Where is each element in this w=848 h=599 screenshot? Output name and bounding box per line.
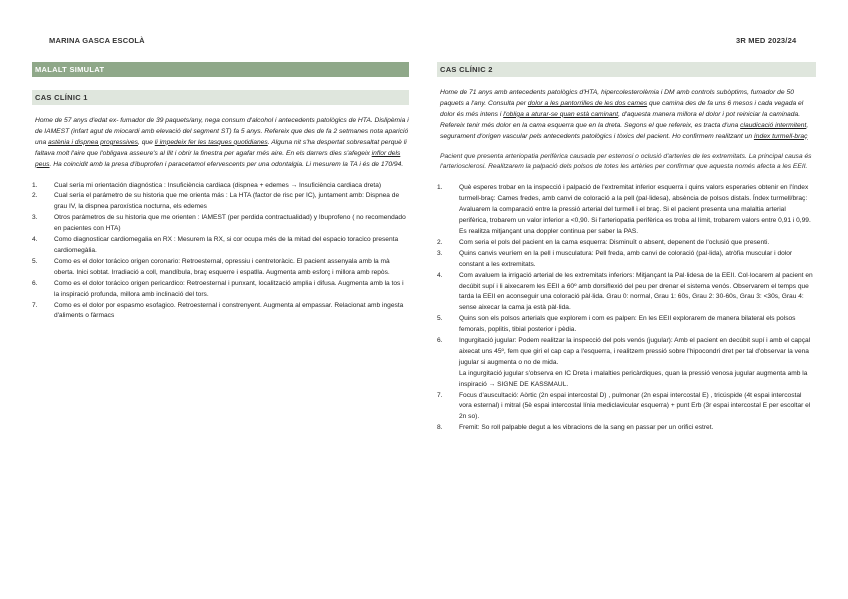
case-1-questions xyxy=(32,181,409,323)
list-item: 3. Quins canvis veuríem en la pell i musculatura: Pell freda, amb canvi de coloració (pal·lida), atròfia muscular i dolor constant a les extremitats. xyxy=(437,249,793,268)
list-item: 8. Fremit: So roll palpable degut a les vibracions de la sang en passar per un orifici estret. xyxy=(437,424,714,432)
course-label: 3R MED 2023/24 xyxy=(736,36,797,45)
list-item: 2. Cual sería el parámetro de su historia que me orienta más : La HTA (factor de risc per IC), juntament amb: Dispnea de grau IV, la dispnea paroxística nocturna, els edemes xyxy=(32,192,400,211)
list-item: 6. Como es el dolor torácico origen pericardico: Retroesternal i punxant, localització amplia i difusa. Augmenta amb la tos i la inspiració profunda, millora amb inclinació del tors. xyxy=(32,279,404,298)
case-2-intro: Home de 71 anys amb antecedents patològics d'HTA, hipercolesterolèmia i DM amb controls subòptims, fumador de 50 paquets a l'any. Consulta per dolor a les pantorrilles de les dos cames que camina des de fa uns 6 mesos i cada vegada el dolor és més intens i l'obliga a aturar-se quan està caminant, d'aquesta manera millora el dolor i pot reiniciar la caminada. Refereix tenir més dolor en la cama esquerra que en la dreta. Segons el que refereix, es tracta d'una claudicació intermitent, segurament d'origen vascular pels antecedents patològics i tòxics del pacient. Ho confirmem realitzant un índex turmell-braç xyxy=(440,89,809,140)
list-item: 7. Focus d'auscultació: Aòrtic (2n espai intercostal D) , pulmonar (2n espai intercostal E) , tricúspide (4t espai intercostal vora esternal) i mitral (5è espai intercostal línia mediclavicular esquerra) + punt Erb (3r espai intercostal E per escoltar el 2n so). xyxy=(437,391,811,421)
list-item: 1. Cual sería mi orientación diagnóstica : Insuficiència cardiaca (dispnea + edemes → Insuficiència cardiaca dreta) xyxy=(32,181,382,189)
case-2-title: CAS CLÍNIC 2 xyxy=(437,62,816,77)
section-title: MALALT SIMULAT xyxy=(32,62,409,77)
list-item: 1. Què esperes trobar en la inspecció i palpació de l'extremitat inferior esquerra i quins valors esperaries obtenir en l'índex turmell-braç: Cames fredes, amb canvi de coloració a la pell (pal·lidesa), absència de polsos distals. Índex turmell/braç: Avaluarem la comparació entre la pressió arterial del turmell i el braç. Si el pacient presenta una malaltia arterial perifèrica, trobarem un valor inferior a <0,90. Si l'arteriopatia perifèrica es troba al límit, trobarem valors entre 0,91 i 0,99. Es realitza mitjançant una doppler continua per saber la PAS. xyxy=(437,184,811,235)
case-2-note: Pacient que presenta arteriopatia perifèrica causada per estenosi o oclusió d'arteries de les extremitats. La principal causa és l'arteriosclerosi. Realitzarem la palpació dels polsos de totes les artèries per confirmar que aquesta només afecta a les EEII. xyxy=(440,152,812,171)
list-item: 2. Com seria el pols del pacient en la cama esquerra: Disminuït o absent, depenent de l'oclusió que presenti. xyxy=(437,238,770,246)
right-column xyxy=(437,62,816,434)
list-item: 5. Quins son els polsos arterials que explorem i com es palpen: En les EEII explorarem de manera bilateral els polsos femorals, poplitis, tibial posterior i pèdia. xyxy=(437,315,796,334)
list-item-continuation: La ingurgitació jugular s'observa en IC Dreta i malalties pericàrdiques, quan la pressió venosa jugular augmenta amb la inspiració → SIGNE DE KASSMAUL. xyxy=(459,369,808,388)
list-item: 7. Como es el dolor por espasmo esofagico. Retroesternal i constrenyent. Augmenta al empassar. Relacionat amb ingesta d'aliments o fàrmacs xyxy=(32,301,404,320)
author-name: MARINA GASCA ESCOLÀ xyxy=(49,36,145,45)
case-1-title: CAS CLÍNIC 1 xyxy=(32,90,409,105)
list-item: 4. Com avaluem la irrigació arterial de les extremitats inferiors: Mitjançant la Pal·lidesa de la EEII. Col·locarem al pacient en decúbit supí i li aixecarem les EEII a 60º amb dorsiflexió del peu per drenar el sistema venós. Observarem el temps que tarda la EEII en aconseguir una coloració pàl·lida. Grau 0: normal, Grau 1: 60s, Grau 2: 30-60s, Grau 3: <30s, Grau 4: sense aixecar la cama ja està pàl·lida. xyxy=(437,271,813,312)
list-item: 3. Otros parámetros de su historia que me orienten : IAMEST (per perdida contractualidad) y Ibuprofeno ( no recomendado en pacientes con HTA) xyxy=(32,214,406,233)
left-column xyxy=(32,62,409,322)
case-2-questions xyxy=(437,183,816,434)
list-item: 4. Como diagnosticar cardiomegalia en RX : Mesurem la RX, si cor ocupa més de la mitad del espacio toracico presenta cardiomegàlia. xyxy=(32,236,399,254)
list-item: 5. Como es el dolor torácico origen coronario: Retroesternal, opressiu i centretoràcic. El pacient assenyala amb la mà oberta. Inici sobtat. Irradiació a coll, mandíbula, braç esquerre i espatlla. Augmenta amb esforç i millora amb repòs. xyxy=(32,257,390,276)
list-item: 6. Ingurgitació jugular: Podem realitzar la inspecció del pols venós (jugular): Amb el pacient en decúbit supí i amb el capçal aixecat uns 45º, fem que giri el cap cap a l'esquerra, i realitzem pressió sobre l'hipocondri dret per tal d'observar la vena jugular si augmenta o no de mida. La ingurgitació jugular s'observa en IC Dreta i malalties pericàrdiques, quan la pressió venosa jugular augmenta amb la inspiració → SIGNE DE KASSMAUL. xyxy=(437,336,816,391)
case-1-intro: Home de 57 anys d'edat ex- fumador de 39 paquets/any, nega consum d'alcohol i antecedents patològics de HTA. Dislipèmia i de IAMEST (infart agut de miocardi amb elevació del segment ST) fa 5 anys. Refereix que des de fa 2 setmanes nota aparició una astènia i dispnea progressives, que li impedeix fer les tasques quotidianes. Alguna nit s'ha despertat sobresaltat perquè li faltava molt l'aire que l'obligava asseure's al llit i obrir la finestra per agafar més aire. En els darrers dies s'afegeix inflor dels peus. Ha coincidit amb la presa d'ibuprofen i paracetamol efervescents per una odontalgia. Li mesurem la TA i és de 170/94. xyxy=(35,117,409,168)
